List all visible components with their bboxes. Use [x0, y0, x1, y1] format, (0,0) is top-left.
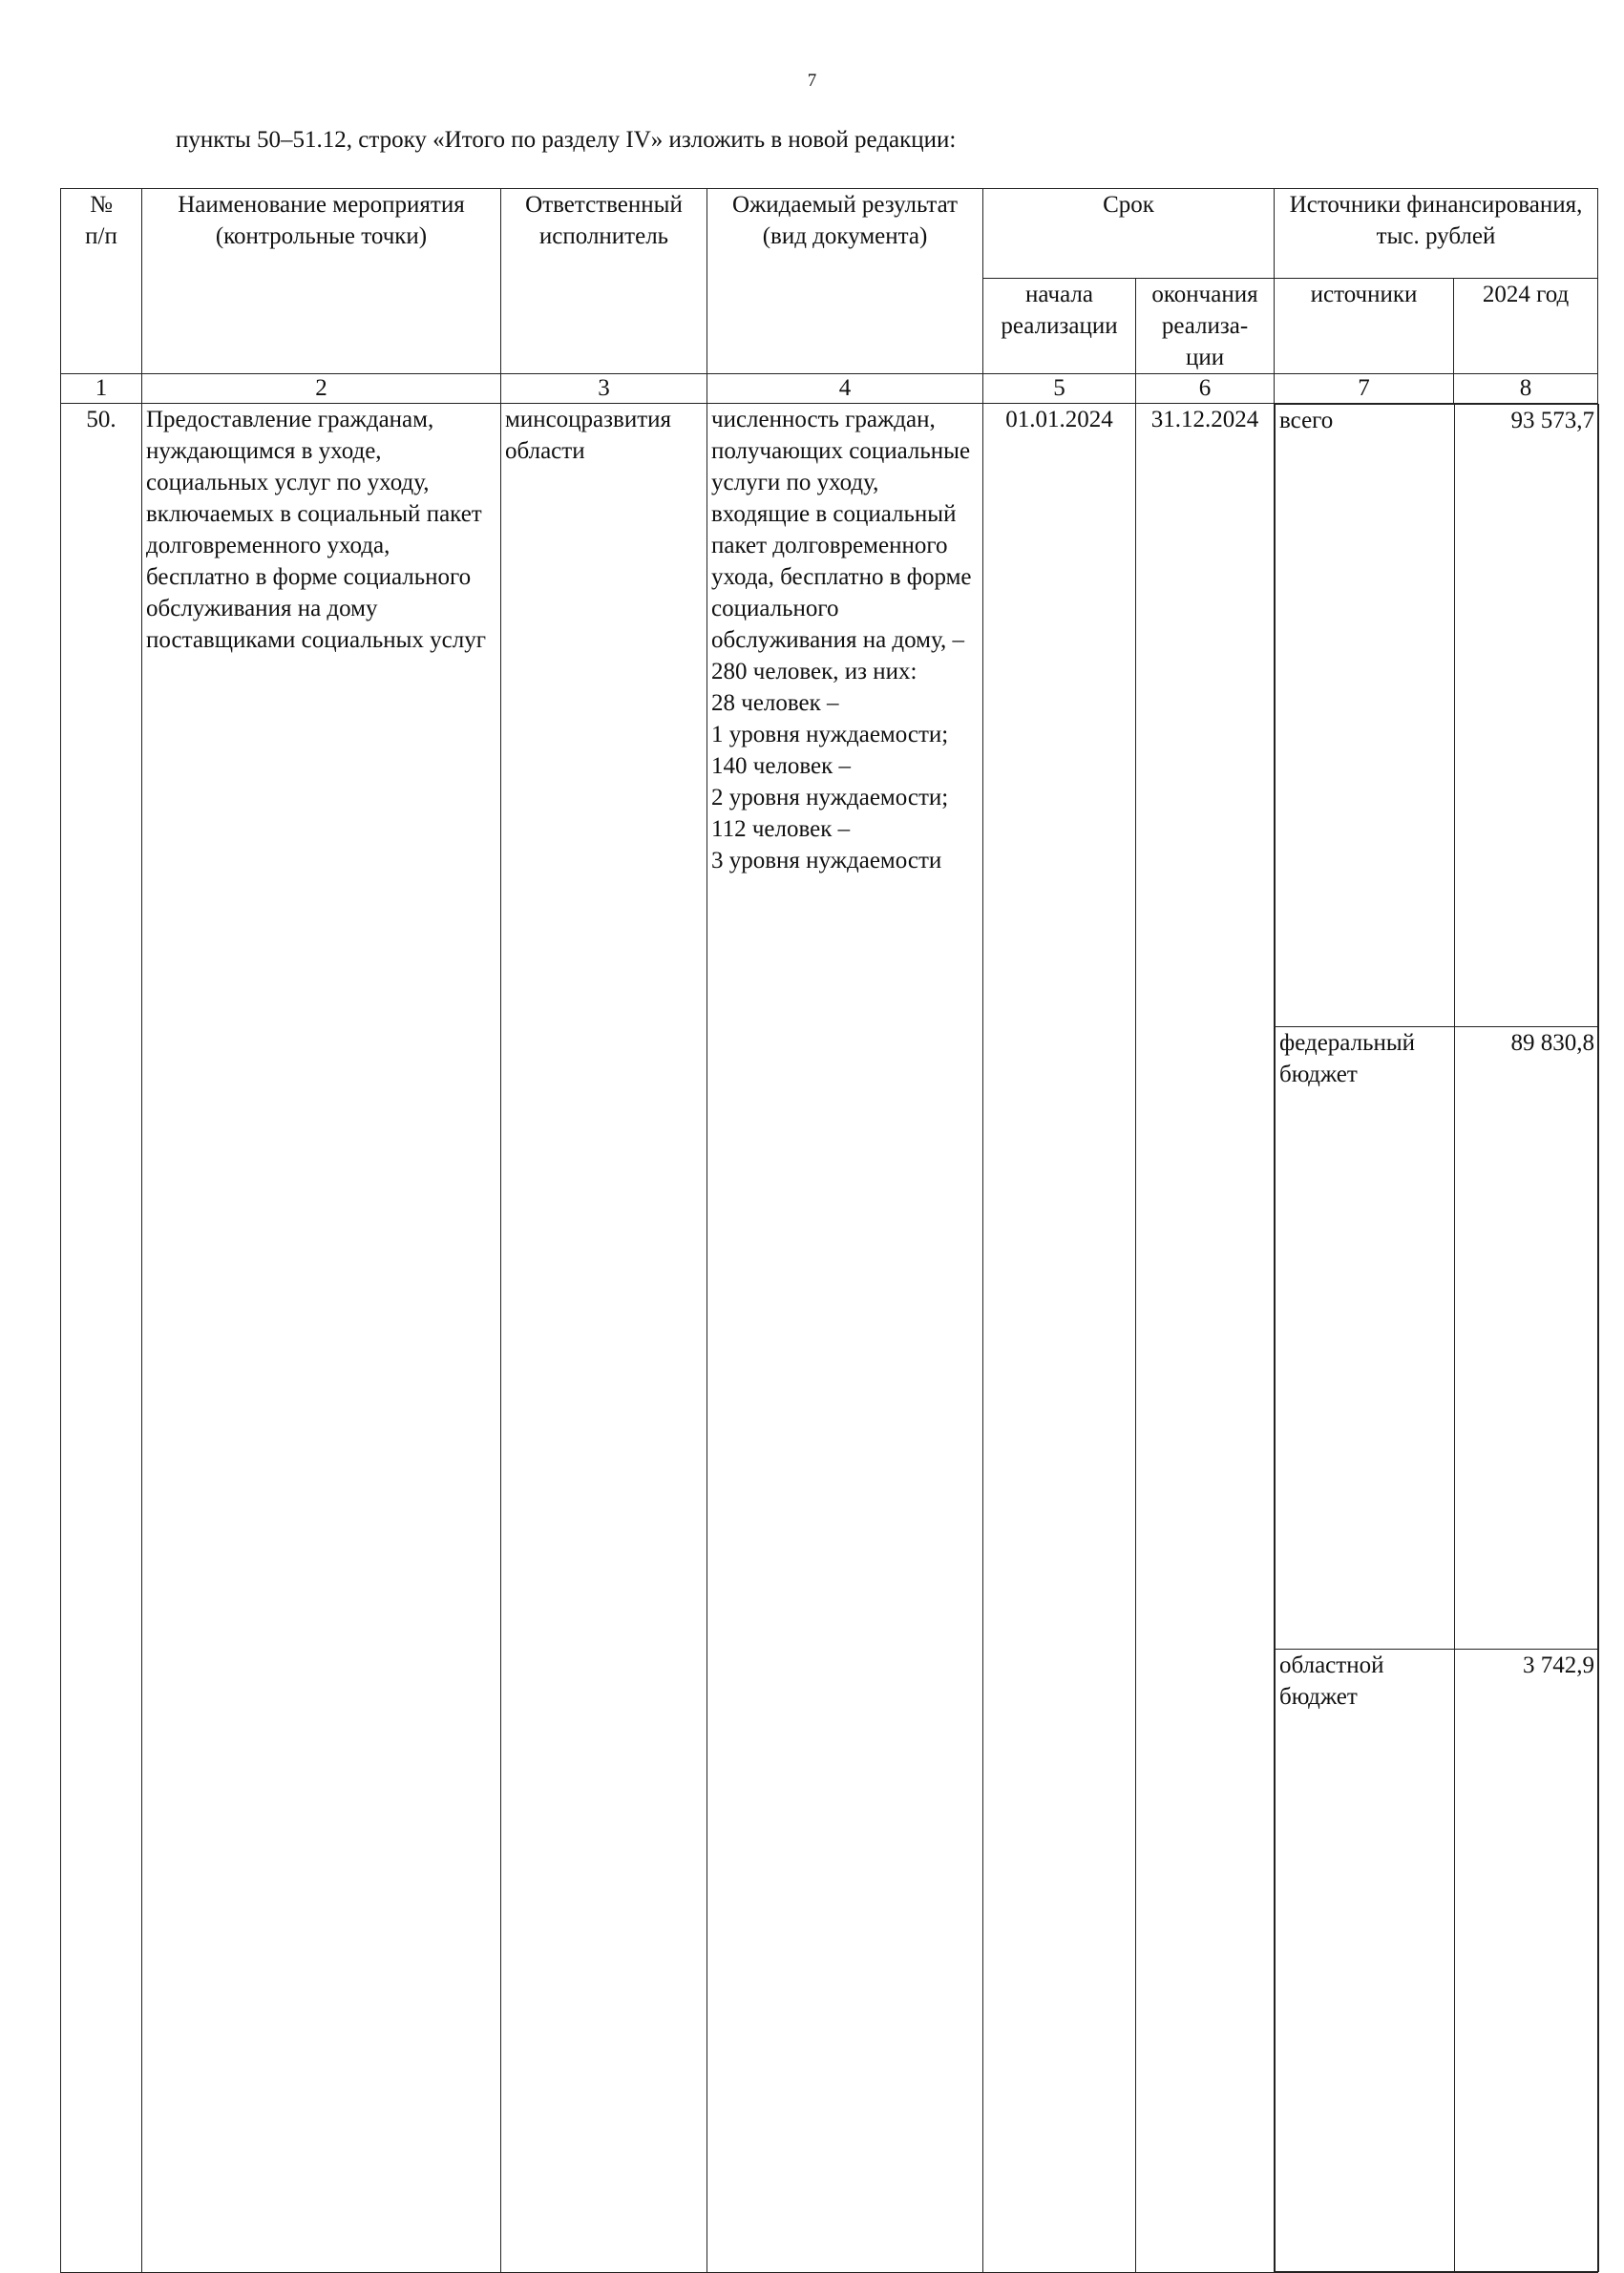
- header-term-start: начала реализации: [983, 279, 1136, 374]
- funding-row: [1276, 1027, 1599, 1650]
- row-name: Предоставление гражданам, нуждающимся в уходе, социальных услуг по уходу, включаемых в социальный пакет долговременного ухода, бесплатно в форме социального обслуживания на дому поставщиками социальных услуг: [142, 404, 501, 2273]
- header-row-1: [61, 189, 1598, 279]
- header-responsible: Ответственный исполнитель: [501, 189, 707, 374]
- row-responsible: минсоцразвития области: [501, 404, 707, 2273]
- header-term: Срок: [983, 189, 1275, 279]
- header-year: 2024 год: [1454, 279, 1598, 374]
- measures-table: [60, 188, 1598, 2273]
- funding-value: 89 830,8: [1455, 1027, 1599, 1650]
- table-row: [61, 404, 1598, 2273]
- funding-table: [1275, 404, 1599, 2272]
- column-number: 4: [707, 374, 983, 404]
- column-number: 5: [983, 374, 1136, 404]
- funding-source: областной бюджет: [1276, 1650, 1455, 2272]
- row-num: 50.: [61, 404, 142, 2273]
- header-sources: источники: [1275, 279, 1454, 374]
- column-number: 8: [1454, 374, 1598, 404]
- page-number: 7: [807, 71, 817, 91]
- row-start-date: 01.01.2024: [983, 404, 1136, 2273]
- column-number: 3: [501, 374, 707, 404]
- funding-value: 93 573,7: [1455, 405, 1599, 1027]
- funding-source: федеральный бюджет: [1276, 1027, 1455, 1650]
- header-funding: Источники финансирования, тыс. рублей: [1275, 189, 1598, 279]
- column-number: 2: [142, 374, 501, 404]
- funding-row: [1276, 405, 1599, 1027]
- column-number: 6: [1136, 374, 1275, 404]
- funding-row: [1276, 1650, 1599, 2272]
- funding-value: 3 742,9: [1455, 1650, 1599, 2272]
- row-funding: [1275, 404, 1598, 2273]
- row-result: численность граждан, получающих социальные услуги по уходу, входящие в социальный пакет долговременного ухода, бесплатно в форме социального обслуживания на дому, – 280 человек, из них: 28 человек – 1 уровня нуждаемости; 140 человек – 2 уровня нуждаемости; 112 человек – 3 уровня нуждаемости: [707, 404, 983, 2273]
- row-end-date: 31.12.2024: [1136, 404, 1275, 2273]
- column-number: 1: [61, 374, 142, 404]
- column-number: 7: [1275, 374, 1454, 404]
- header-name: Наименование мероприятия (контрольные точки): [142, 189, 501, 374]
- header-num: № п/п: [61, 189, 142, 374]
- header-result: Ожидаемый результат (вид документа): [707, 189, 983, 374]
- header-term-end: окончания реализа- ции: [1136, 279, 1275, 374]
- column-numbers-row: [61, 374, 1598, 404]
- intro-text: пункты 50–51.12, строку «Итого по разделу IV» изложить в новой редакции:: [176, 127, 957, 153]
- funding-source: всего: [1276, 405, 1455, 1027]
